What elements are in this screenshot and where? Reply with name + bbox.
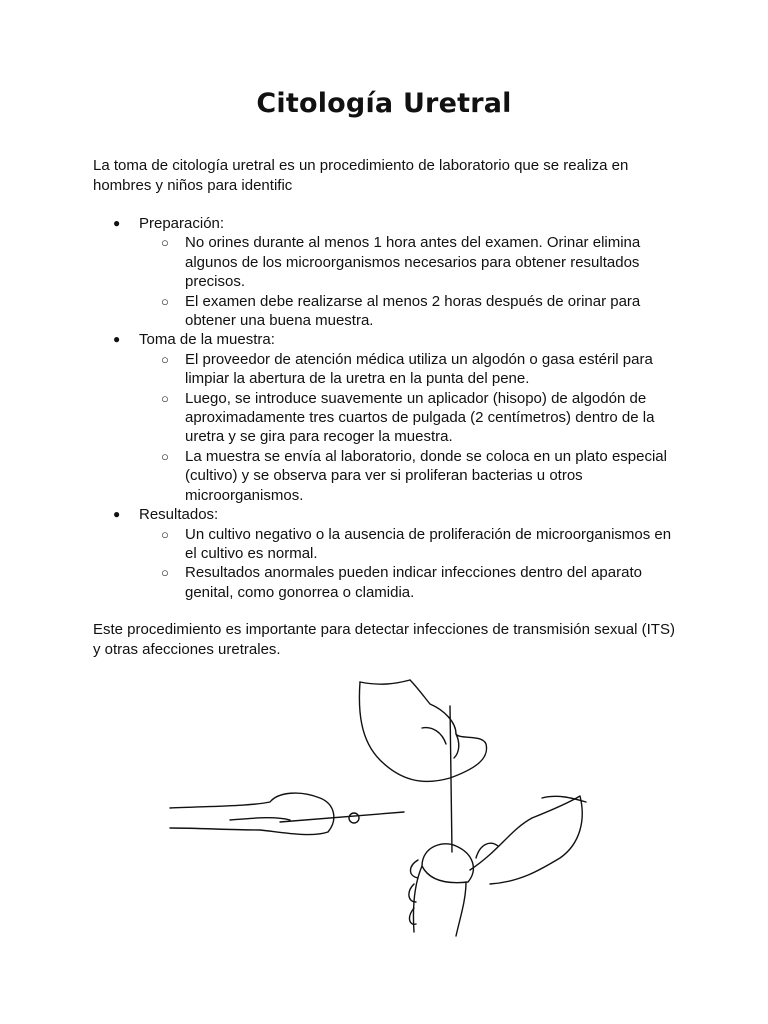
glans [422, 844, 473, 883]
procedure-list [93, 214, 683, 602]
outro-paragraph: Este procedimiento es importante para detectar infecciones de transmisión sexual (ITS) y otras afecciones uretrales. [93, 621, 675, 658]
circle-bullet-icon: ○ [161, 526, 169, 542]
bullet-icon: ● [113, 507, 121, 522]
bullet-icon: ● [113, 216, 121, 230]
top-hand [359, 680, 486, 781]
circle-bullet-icon: ○ [161, 448, 169, 464]
top-hand-cuff [360, 680, 410, 684]
sub-item [93, 447, 683, 505]
section-label: Preparación: [139, 215, 225, 232]
sub-item-text: No orines durante al menos 1 hora antes del examen. Orinar elimina algunos de los microorganismos necesarios para obtener resultados precisos. [185, 234, 641, 291]
sub-item-text: Luego, se introduce suavemente un aplicador (hisopo) de algodón de aproximadamente tres cuartos de pulgada (2 centímetros) dentro de la uretra y se gira para recoger la muestra. [185, 389, 655, 446]
circle-bullet-icon: ○ [161, 235, 169, 251]
list-item-toma [93, 330, 683, 349]
urethral-swab-illustration [160, 670, 600, 940]
bullet-icon: ● [113, 332, 121, 347]
page-title: Citología Uretral [256, 88, 512, 119]
list-item-preparacion [93, 214, 683, 233]
sub-item-text: Un cultivo negativo o la ausencia de proliferación de microorganismos en el cultivo es normal. [185, 525, 672, 562]
swab-tip [349, 813, 359, 823]
sub-item-text: El proveedor de atención médica utiliza un algodón o gasa estéril para limpiar la abertura de la uretra en la punta del pene. [185, 350, 653, 388]
swab-stick-left [280, 812, 404, 822]
sub-item [93, 389, 683, 447]
list-item-resultados [93, 505, 683, 524]
side-view-outline [170, 793, 334, 835]
intro-paragraph: La toma de citología uretral es un procedimiento de laboratorio que se realiza en hombres y niños para identific [93, 157, 629, 194]
side-view-inner [230, 818, 290, 820]
circle-bullet-icon: ○ [161, 390, 169, 406]
sub-item [93, 233, 683, 291]
shaft [413, 866, 466, 936]
sub-item [93, 563, 683, 602]
right-hand [470, 796, 582, 884]
section-label: Resultados: [139, 506, 219, 524]
circle-bullet-icon: ○ [161, 565, 169, 581]
circle-bullet-icon: ○ [161, 351, 169, 367]
section-label: Toma de la muestra: [139, 331, 275, 349]
sub-item-text: La muestra se envía al laboratorio, donde se coloca en un plato especial (cultivo) y se observa para ver si proliferan bacterias u otros microorganismos. [185, 447, 667, 504]
sub-item [93, 292, 683, 331]
right-hand-cuff [542, 796, 586, 802]
sub-item [93, 525, 683, 564]
sub-item-text: El examen debe realizarse al menos 2 horas después de orinar para obtener una buena muestra. [185, 292, 641, 330]
sub-item [93, 350, 683, 389]
top-hand-fingers [422, 728, 459, 758]
circle-bullet-icon: ○ [161, 293, 169, 309]
sub-item-text: Resultados anormales pueden indicar infecciones dentro del aparato genital, como gonorrea o clamidia. [185, 564, 642, 601]
swab-stick-vertical [450, 706, 452, 852]
